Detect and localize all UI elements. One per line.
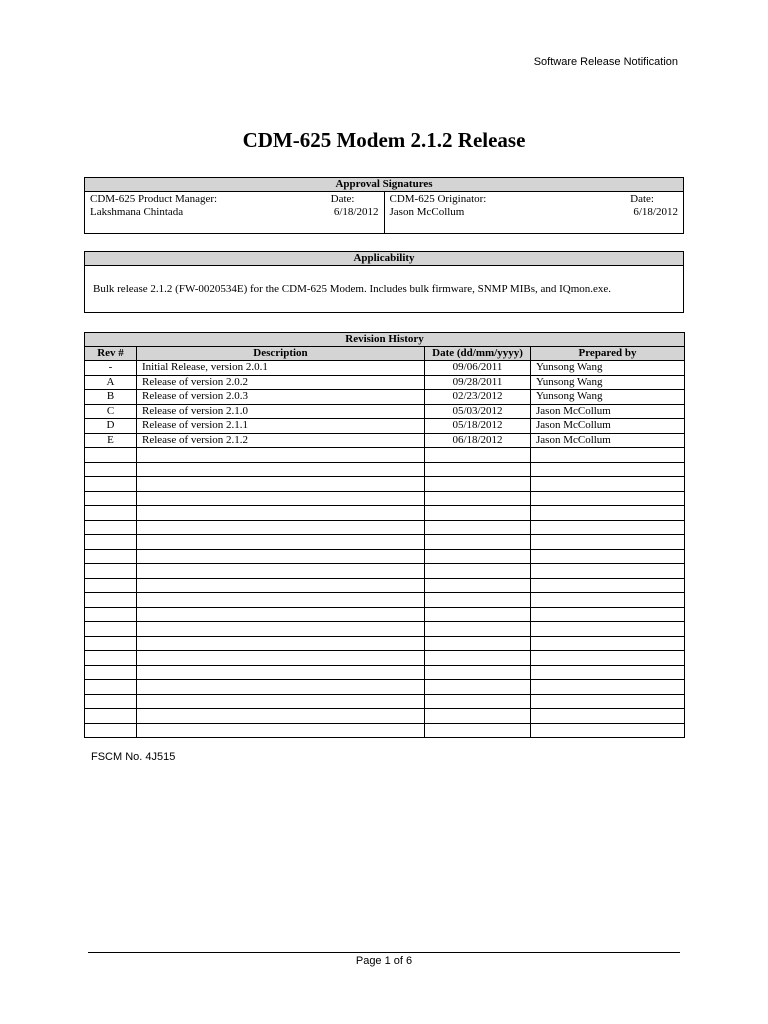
empty-cell: [137, 680, 425, 695]
revision-rows: [85, 361, 685, 738]
empty-cell: [531, 665, 685, 680]
empty-table-row: [85, 651, 685, 666]
product-manager-role: CDM-625 Product Manager:: [90, 193, 218, 205]
empty-cell: [137, 578, 425, 593]
empty-cell: [531, 607, 685, 622]
empty-table-row: [85, 593, 685, 608]
empty-cell: [425, 448, 531, 463]
empty-cell: [425, 636, 531, 651]
empty-cell: [425, 607, 531, 622]
table-row: [85, 375, 685, 390]
empty-table-row: [85, 723, 685, 738]
rev-cell: A: [85, 375, 137, 390]
product-manager-cell: [85, 192, 385, 234]
empty-table-row: [85, 665, 685, 680]
empty-cell: [85, 491, 137, 506]
empty-cell: [85, 636, 137, 651]
product-manager-name: Lakshmana Chintada: [90, 206, 184, 218]
rev-cell: -: [85, 361, 137, 376]
prepared-by-cell: Yunsong Wang: [531, 375, 685, 390]
approval-signatures-table: [84, 177, 684, 234]
empty-table-row: [85, 607, 685, 622]
fscm-number: FSCM No. 4J515: [91, 751, 176, 763]
empty-table-row: [85, 549, 685, 564]
page-number: Page 1 of 6: [355, 955, 413, 967]
empty-cell: [425, 564, 531, 579]
empty-table-row: [85, 622, 685, 637]
date-cell: 02/23/2012: [425, 390, 531, 405]
product-manager-date-label: Date:: [330, 193, 355, 205]
column-header-date: Date (dd/mm/yyyy): [425, 347, 531, 361]
empty-cell: [425, 680, 531, 695]
empty-cell: [85, 651, 137, 666]
empty-cell: [531, 694, 685, 709]
product-manager-date: 6/18/2012: [333, 206, 379, 218]
date-cell: 09/28/2011: [425, 375, 531, 390]
empty-cell: [85, 506, 137, 521]
empty-cell: [531, 549, 685, 564]
empty-table-row: [85, 636, 685, 651]
empty-cell: [85, 477, 137, 492]
empty-cell: [531, 622, 685, 637]
empty-cell: [425, 477, 531, 492]
empty-cell: [425, 665, 531, 680]
approval-heading: Approval Signatures: [85, 178, 684, 192]
description-cell: Release of version 2.0.3: [137, 390, 425, 405]
empty-cell: [425, 651, 531, 666]
empty-cell: [425, 723, 531, 738]
empty-cell: [531, 723, 685, 738]
empty-table-row: [85, 506, 685, 521]
empty-cell: [137, 694, 425, 709]
table-row: [85, 404, 685, 419]
empty-cell: [531, 651, 685, 666]
originator-role: CDM-625 Originator:: [389, 193, 487, 205]
empty-table-row: [85, 694, 685, 709]
empty-cell: [531, 709, 685, 724]
empty-cell: [425, 578, 531, 593]
empty-cell: [425, 694, 531, 709]
originator-date: 6/18/2012: [633, 206, 678, 218]
originator-date-label: Date:: [630, 193, 654, 205]
footer-divider: [88, 952, 680, 953]
empty-cell: [425, 520, 531, 535]
empty-cell: [425, 622, 531, 637]
empty-table-row: [85, 564, 685, 579]
empty-cell: [137, 636, 425, 651]
description-cell: Initial Release, version 2.0.1: [137, 361, 425, 376]
empty-cell: [531, 520, 685, 535]
rev-cell: D: [85, 419, 137, 434]
empty-cell: [137, 651, 425, 666]
empty-cell: [425, 491, 531, 506]
empty-table-row: [85, 491, 685, 506]
empty-cell: [531, 491, 685, 506]
empty-cell: [425, 549, 531, 564]
empty-cell: [425, 535, 531, 550]
empty-table-row: [85, 709, 685, 724]
empty-cell: [531, 535, 685, 550]
empty-cell: [137, 535, 425, 550]
description-cell: Release of version 2.1.1: [137, 419, 425, 434]
empty-cell: [85, 564, 137, 579]
empty-cell: [137, 709, 425, 724]
revision-heading: Revision History: [85, 333, 685, 347]
date-cell: 05/03/2012: [425, 404, 531, 419]
applicability-text: Bulk release 2.1.2 (FW-0020534E) for the CDM-625 Modem. Includes bulk firmware, SNMP MIBs, and IQmon.exe.: [85, 266, 684, 313]
empty-cell: [85, 462, 137, 477]
empty-cell: [425, 709, 531, 724]
empty-cell: [85, 665, 137, 680]
empty-table-row: [85, 520, 685, 535]
date-cell: 06/18/2012: [425, 433, 531, 448]
description-cell: Release of version 2.0.2: [137, 375, 425, 390]
empty-cell: [531, 564, 685, 579]
prepared-by-cell: Jason McCollum: [531, 419, 685, 434]
empty-cell: [137, 477, 425, 492]
empty-cell: [85, 549, 137, 564]
prepared-by-cell: Jason McCollum: [531, 433, 685, 448]
empty-cell: [85, 723, 137, 738]
table-row: [85, 390, 685, 405]
header-note: Software Release Notification: [533, 56, 678, 68]
table-row: [85, 433, 685, 448]
empty-cell: [137, 549, 425, 564]
rev-cell: C: [85, 404, 137, 419]
date-cell: 09/06/2011: [425, 361, 531, 376]
prepared-by-cell: Yunsong Wang: [531, 390, 685, 405]
empty-cell: [137, 506, 425, 521]
empty-table-row: [85, 462, 685, 477]
empty-cell: [531, 636, 685, 651]
empty-cell: [137, 622, 425, 637]
empty-cell: [85, 622, 137, 637]
empty-cell: [137, 723, 425, 738]
document-title: CDM-625 Modem 2.1.2 Release: [242, 128, 526, 152]
empty-cell: [85, 520, 137, 535]
empty-table-row: [85, 680, 685, 695]
empty-cell: [137, 564, 425, 579]
empty-cell: [85, 593, 137, 608]
empty-cell: [85, 607, 137, 622]
empty-table-row: [85, 535, 685, 550]
empty-cell: [85, 694, 137, 709]
empty-cell: [85, 535, 137, 550]
empty-table-row: [85, 448, 685, 463]
applicability-table: [84, 251, 684, 313]
table-row: [85, 361, 685, 376]
column-header-description: Description: [137, 347, 425, 361]
description-cell: Release of version 2.1.0: [137, 404, 425, 419]
empty-cell: [85, 709, 137, 724]
originator-name: Jason McCollum: [389, 206, 465, 218]
empty-cell: [531, 448, 685, 463]
revision-history-table: [84, 332, 685, 738]
empty-cell: [531, 680, 685, 695]
empty-cell: [137, 448, 425, 463]
empty-cell: [531, 462, 685, 477]
prepared-by-cell: Jason McCollum: [531, 404, 685, 419]
empty-cell: [531, 593, 685, 608]
empty-cell: [85, 578, 137, 593]
empty-cell: [85, 448, 137, 463]
empty-cell: [531, 578, 685, 593]
prepared-by-cell: Yunsong Wang: [531, 361, 685, 376]
description-cell: Release of version 2.1.2: [137, 433, 425, 448]
empty-cell: [531, 477, 685, 492]
empty-cell: [85, 680, 137, 695]
empty-table-row: [85, 477, 685, 492]
column-header-prepared-by: Prepared by: [531, 347, 685, 361]
empty-cell: [137, 607, 425, 622]
empty-cell: [137, 520, 425, 535]
column-header-rev: Rev #: [85, 347, 137, 361]
empty-cell: [531, 506, 685, 521]
date-cell: 05/18/2012: [425, 419, 531, 434]
table-row: [85, 419, 685, 434]
empty-cell: [137, 491, 425, 506]
rev-cell: E: [85, 433, 137, 448]
empty-cell: [425, 593, 531, 608]
empty-cell: [137, 593, 425, 608]
empty-cell: [425, 462, 531, 477]
empty-cell: [137, 462, 425, 477]
applicability-heading: Applicability: [85, 252, 684, 266]
empty-cell: [137, 665, 425, 680]
rev-cell: B: [85, 390, 137, 405]
empty-table-row: [85, 578, 685, 593]
originator-cell: [384, 192, 684, 234]
empty-cell: [425, 506, 531, 521]
